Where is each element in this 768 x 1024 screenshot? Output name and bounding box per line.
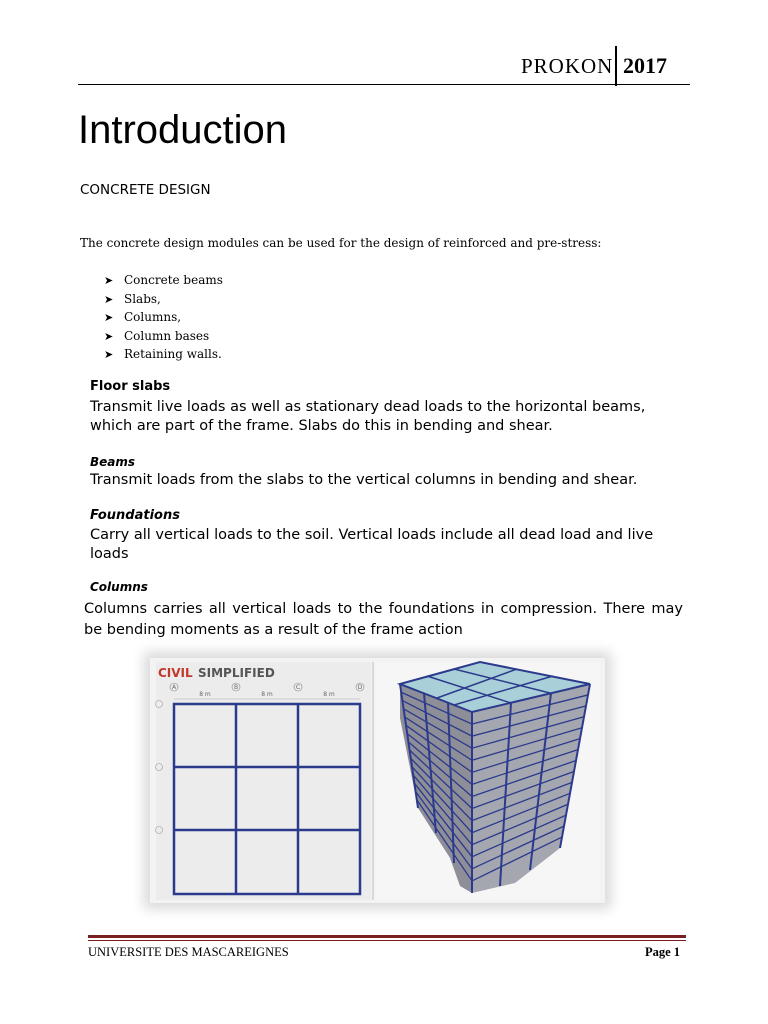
beams-text: Transmit loads from the slabs to the vertical columns in bending and shear. bbox=[90, 472, 638, 488]
logo-civil: CIVIL bbox=[158, 666, 193, 680]
frame-figure bbox=[150, 658, 605, 903]
page-number: Page 1 bbox=[645, 945, 681, 959]
grid-label: C bbox=[295, 684, 301, 691]
footer-institution: UNIVERSITE DES MASCAREIGNES bbox=[88, 945, 289, 959]
list-item: ➤ Concrete beams bbox=[104, 271, 223, 290]
header-rule bbox=[78, 84, 690, 85]
list-item: ➤ Retaining walls. bbox=[104, 345, 223, 364]
grid-label: B bbox=[233, 684, 239, 691]
footer-rule bbox=[88, 935, 686, 938]
header-product: PROKON bbox=[521, 54, 614, 78]
arrow-bullet-icon: ➤ bbox=[104, 329, 114, 343]
intro-paragraph: The concrete design modules can be used for the design of reinforced and pre-stress: bbox=[80, 236, 602, 250]
footer-rule-thin bbox=[88, 940, 686, 941]
span-label: 8 m bbox=[261, 691, 273, 698]
beams-heading: Beams bbox=[90, 455, 136, 469]
arrow-bullet-icon: ➤ bbox=[104, 274, 114, 287]
span-label: 8 m bbox=[323, 691, 335, 698]
floor-slabs-heading: Floor slabs bbox=[90, 379, 171, 394]
grid-label: D bbox=[357, 684, 363, 691]
header-separator bbox=[615, 46, 617, 86]
arrow-bullet-icon: ➤ bbox=[104, 348, 114, 362]
span-label: 8 m bbox=[199, 691, 211, 698]
logo-simplified: SIMPLIFIED bbox=[198, 666, 275, 680]
list-item: ➤ Column bases bbox=[104, 327, 223, 346]
foundations-text: Carry all vertical loads to the soil. Vertical loads include all dead load and live loads bbox=[90, 527, 654, 562]
list-item: ➤ Slabs, bbox=[104, 290, 223, 309]
arrow-bullet-icon: ➤ bbox=[104, 311, 114, 325]
page-title: Introduction bbox=[78, 108, 288, 152]
grid-label: A bbox=[171, 684, 177, 691]
arrow-bullet-icon: ➤ bbox=[104, 292, 114, 306]
list-item: ➤ Columns, bbox=[104, 308, 223, 327]
columns-heading: Columns bbox=[90, 580, 148, 594]
foundations-heading: Foundations bbox=[90, 508, 180, 523]
header-year: 2017 bbox=[623, 53, 667, 78]
frame-illustration bbox=[150, 658, 605, 903]
module-list bbox=[104, 271, 223, 364]
floor-slabs-text: Transmit live loads as well as stationary dead loads to the horizontal beams, which are part of the frame. Slabs do this in bending and shear. bbox=[90, 399, 646, 434]
section-title: CONCRETE DESIGN bbox=[80, 182, 211, 198]
columns-text: Columns carries all vertical loads to the foundations in compression. There may be bending moments as a result of the frame action bbox=[84, 601, 683, 638]
